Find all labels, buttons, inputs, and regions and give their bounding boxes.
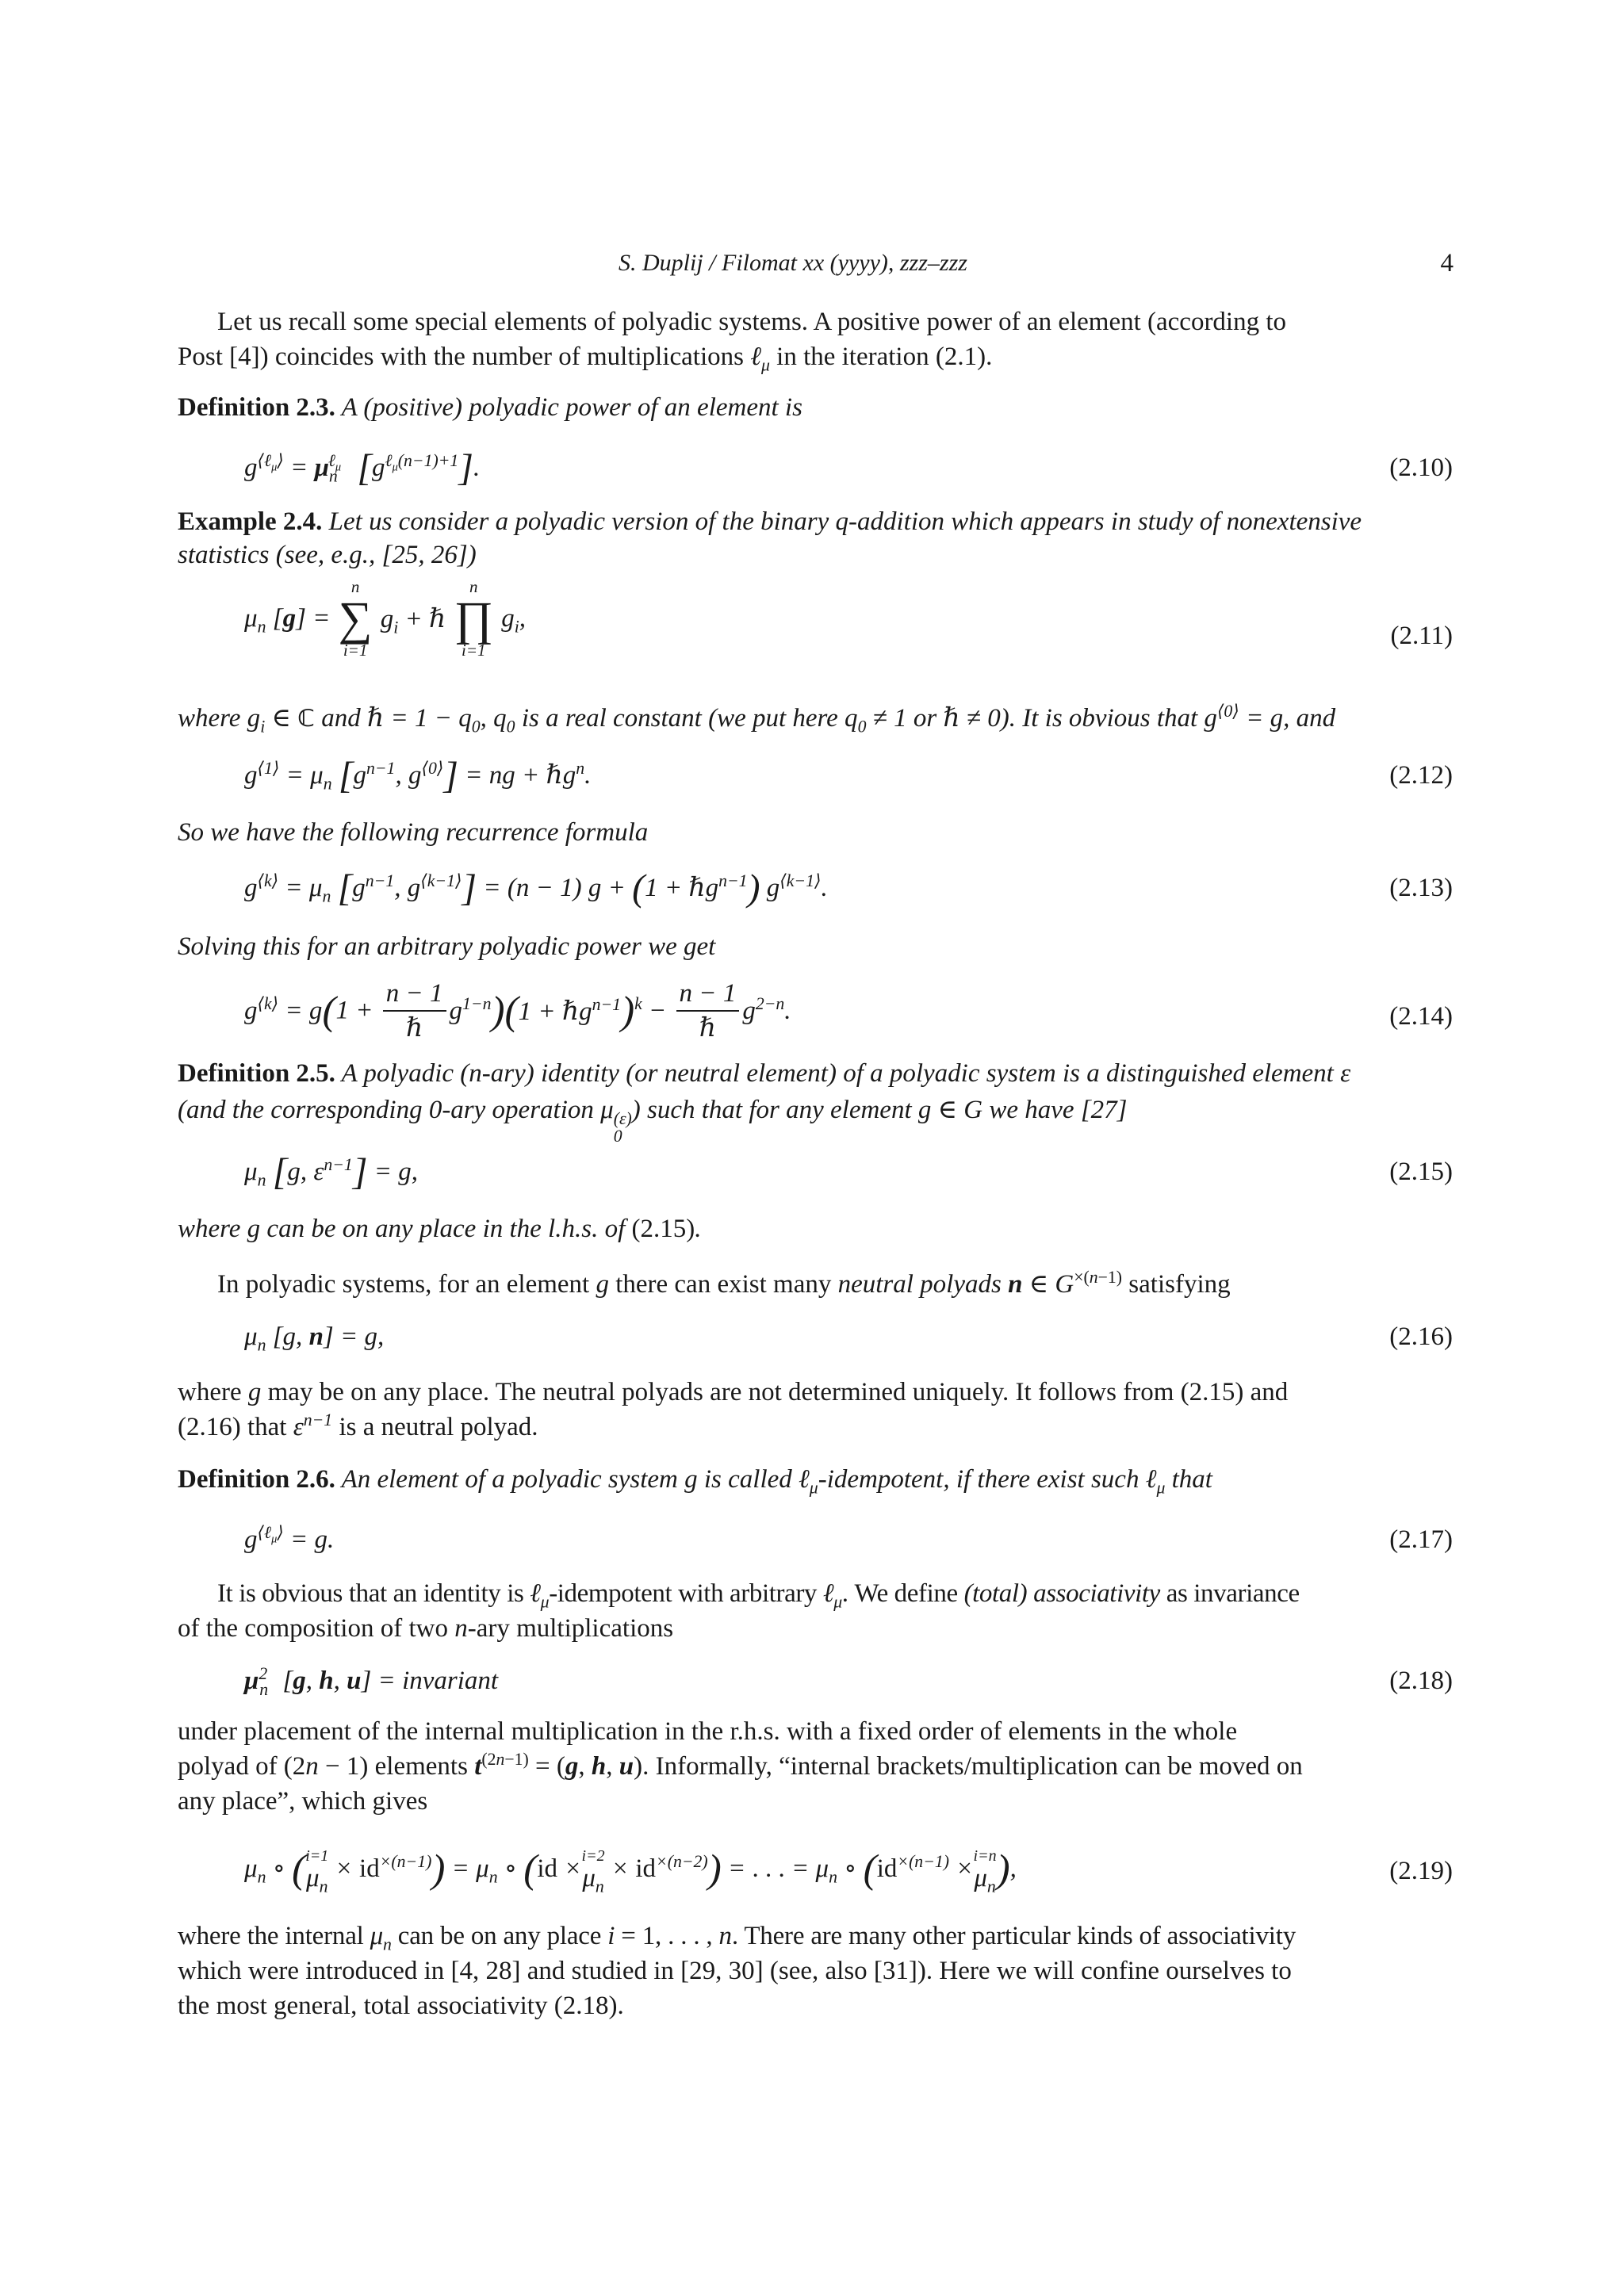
recurrence-intro: So we have the following recurrence formula bbox=[178, 818, 649, 847]
equation-number: (2.19) bbox=[1389, 1857, 1453, 1885]
equation-number: (2.18) bbox=[1389, 1667, 1453, 1695]
example-2-4 bbox=[178, 506, 1362, 538]
solving-intro: Solving this for an arbitrary polyadic power we get bbox=[178, 932, 716, 961]
equation-number: (2.16) bbox=[1389, 1322, 1453, 1351]
example-text-1: Let us consider a polyadic version of the binary q-addition which appears in study of nonextensive bbox=[328, 507, 1362, 536]
where-text-3-line-1: where g may be on any place. The neutral polyads are not determined uniquely. It follows from (2.15) and bbox=[178, 1378, 1289, 1406]
definition-text-1: A polyadic (n-ary) identity (or neutral element) of a polyadic system is a distinguished element ε bbox=[341, 1059, 1351, 1088]
definition-text: A (positive) polyadic power of an element is bbox=[341, 393, 802, 422]
equation-2-14: $g^{⟨k⟩} = g(1$ + $\frac{n - 1}{\text{ℏ}}$ $g^{1-n})(1$ + ℏg$^{n-1}$)$^k$ − $\frac{n - 1}{\text{ℏ}}$ $g^{2-n}$. bbox=[244, 977, 791, 1045]
definition-2-5 bbox=[178, 1058, 1350, 1089]
equation-2-15: $\mu_n$ [g, $\varepsilon^{n-1}] = g$, bbox=[244, 1150, 418, 1193]
equation-2-17: $g^{⟨\ell_\mu⟩} = g$. bbox=[244, 1523, 335, 1554]
equation-number: (2.17) bbox=[1389, 1525, 1453, 1554]
where-text-2: where g can be on any place in the l.h.s. of (2.15). bbox=[178, 1215, 702, 1243]
page-number: 4 bbox=[1440, 249, 1454, 277]
equation-2-18: $\mu^2_n$ [g, h, u] = invariant bbox=[244, 1664, 499, 1699]
final-line-3: the most general, total associativity (2.18). bbox=[178, 1992, 624, 2020]
definition-text-2: (and the corresponding 0-ary operation μ (ε) 0 ) such that for any element g ∈ G we have [27] bbox=[178, 1096, 1128, 1146]
associativity-intro-line-2: of the composition of two n-ary multiplications bbox=[178, 1614, 674, 1643]
equation-number: (2.13) bbox=[1389, 874, 1453, 902]
equation-2-12: $g^{⟨1⟩} = \mu_n$ [$g^{n-1}$, $g^{⟨0⟩}$] = ng + ℏg$^n$. bbox=[244, 754, 592, 797]
equation-number: (2.12) bbox=[1389, 761, 1453, 790]
definition-2-3 bbox=[178, 392, 802, 423]
under-placement-line-3: any place”, which gives bbox=[178, 1787, 428, 1816]
final-line-2: which were introduced in [4, 28] and studied in [29, 30] (see, also [31]). Here we will confine ourselves to bbox=[178, 1957, 1292, 1985]
under-placement-line-2: polyad of (2n − 1) elements $t^{(2n-1)} = (g$, h, u). Informally, “internal brackets/multiplication can be moved on bbox=[178, 1750, 1303, 1781]
definition-label: Definition 2.6. bbox=[178, 1465, 335, 1494]
equation-number: (2.10) bbox=[1389, 453, 1453, 482]
equation-number: (2.14) bbox=[1389, 1002, 1453, 1031]
running-title: S. Duplij / Filomat xx (yyyy), zzz–zzz bbox=[619, 250, 967, 276]
where-text-1: where $g_i$ ∈ ℂ and ℏ = $1 - q_0$, $q_0$ is a real constant (we put here $q_0 \ne 1$ or ℏ ≠ 0). It is obvious that $g^{⟨0⟩} = g$, and bbox=[178, 702, 1336, 737]
associativity-intro-line-1: It is obvious that an identity is ℓ$_\mu$-idempotent with arbitrary ℓ$_\mu$. We define (total) associativity as invariance bbox=[217, 1579, 1300, 1612]
where-text-3-line-2: (2.16) that $\varepsilon^{n-1}$ is a neutral polyad. bbox=[178, 1410, 538, 1441]
intro-line-1: Let us recall some special elements of polyadic systems. A positive power of an element (according to bbox=[217, 308, 1287, 336]
final-line-1: where the internal $\mu_n$ can be on any place i = 1, . . . , n. There are many other particular kinds of associativity bbox=[178, 1922, 1297, 1954]
equation-number: (2.15) bbox=[1389, 1158, 1453, 1186]
under-placement-line-1: under placement of the internal multiplication in the r.h.s. with a fixed order of elements in the whole bbox=[178, 1717, 1238, 1746]
equation-2-11: $\mu_n$ [g] = n ∑ i=1 $g_i$ + ℏ n ∏ i=1 $g_i$, bbox=[244, 577, 527, 660]
equation-2-13: $g^{⟨k⟩} = \mu_n$ [$g^{n-1}$, $g^{⟨k-1⟩}] = (n - 1) g + (1$ + ℏg$^{n-1}$) $g^{⟨k-1⟩}$. bbox=[244, 867, 828, 909]
neutral-polyads-intro: In polyadic systems, for an element g there can exist many neutral polyads n ∈ $G^{\times(n-1)}$ satisfying bbox=[217, 1268, 1231, 1299]
definition-2-6: Definition 2.6. An element of a polyadic system g is called ℓ$_\mu$-idempotent, if there exist such ℓ$_\mu$ that bbox=[178, 1465, 1212, 1498]
definition-label: Definition 2.5. bbox=[178, 1059, 335, 1088]
definition-label: Definition 2.3. bbox=[178, 393, 335, 422]
equation-2-19: $\mu_n$ ∘ ( i=1 $\mu_n$ × $id^{\times(n-1)}) = \mu_n$ ∘ (id × i=2 $\mu_n$ × $id^{\times(n-2)}$) = . . . = $\mu_n$ ∘ ($id^{\times(n-1)}$ × i=n $\mu_n$ ), bbox=[244, 1846, 1017, 1896]
equation-2-16: $\mu_n$ [g, n] = g, bbox=[244, 1322, 385, 1355]
example-text-2: statistics (see, e.g., [25, 26]) bbox=[178, 541, 477, 569]
equation-number: (2.11) bbox=[1390, 622, 1453, 650]
equation-2-10: $g^{⟨\ell_\mu⟩} = \mu_n^{\ell_\mu}$ $[g^{\ell_\mu(n-1)+1}]$. bbox=[244, 446, 481, 489]
intro-line-2: Post [4]) coincides with the number of multiplications ℓ$_\mu$ in the iteration (2.1). bbox=[178, 342, 993, 375]
example-label: Example 2.4. bbox=[178, 507, 323, 536]
